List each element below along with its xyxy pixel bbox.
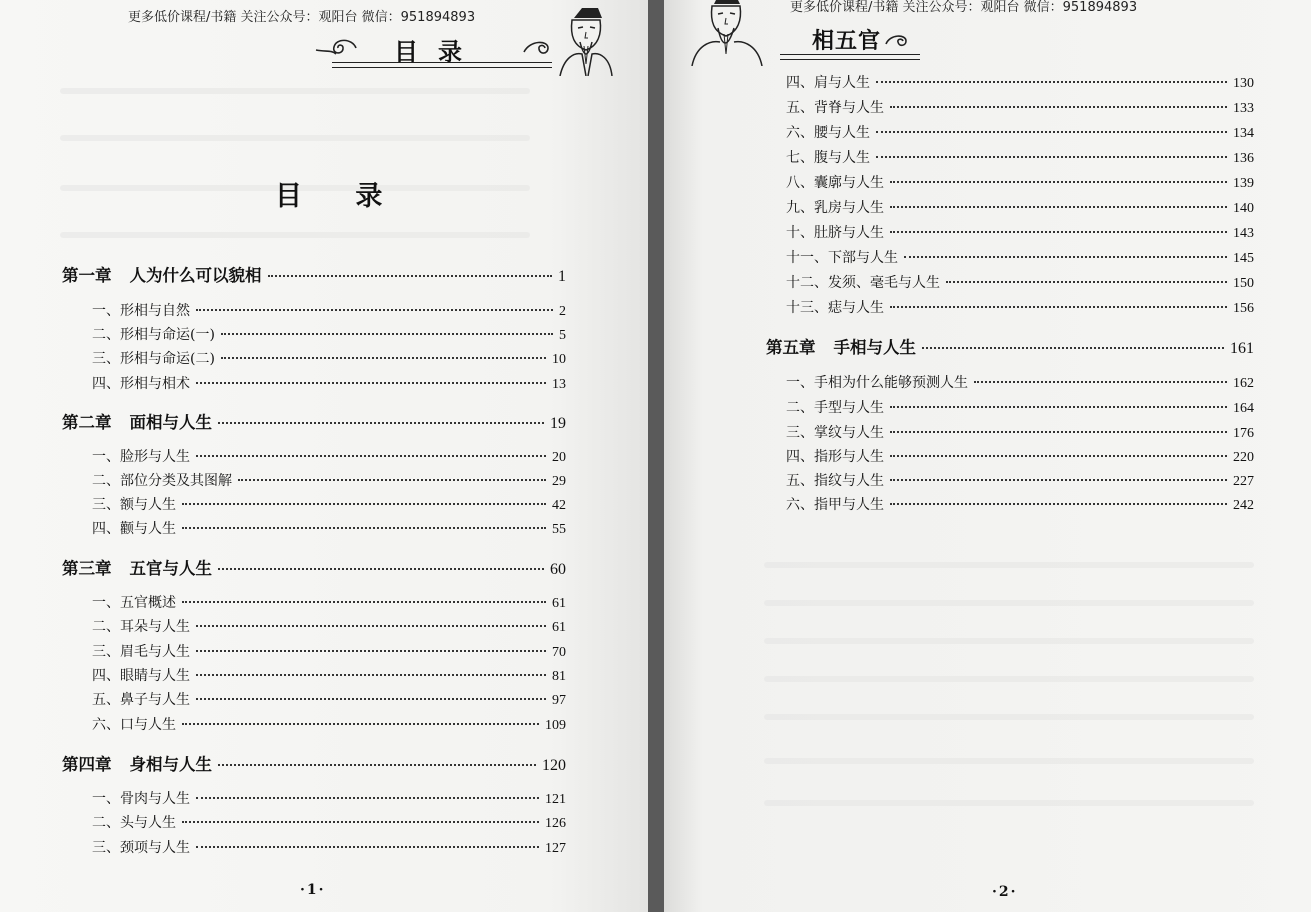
section-title: 二、手型与人生 [786, 400, 884, 416]
chapter-title [62, 409, 212, 433]
page-number: ·1· [300, 882, 326, 898]
page-ref: 1 [558, 268, 566, 285]
toc-section-entry[interactable] [92, 689, 566, 709]
page-ref: 242 [1233, 498, 1254, 513]
page-ref: 42 [552, 498, 566, 513]
toc-section-entry[interactable] [786, 470, 1254, 490]
section-title: 六、指甲与人生 [786, 497, 884, 513]
dot-leader [196, 846, 539, 848]
bleed-through [60, 88, 530, 94]
toc-section-entry[interactable] [786, 446, 1254, 466]
page-ref: 61 [552, 596, 566, 611]
bleed-through [764, 562, 1254, 568]
chapter-title [766, 334, 916, 358]
page-ref: 20 [552, 450, 566, 465]
page-ref: 120 [542, 757, 566, 774]
toc-section-entry[interactable] [92, 373, 566, 393]
toc-section-entry[interactable] [92, 300, 566, 320]
dot-leader [196, 674, 546, 676]
header-rule [332, 67, 552, 68]
chapter-number: 第一章 [62, 266, 112, 285]
page-ref: 19 [550, 415, 566, 432]
toc-section-entry[interactable] [92, 446, 566, 466]
dot-leader [922, 347, 1224, 349]
header-title: 目录 [394, 37, 482, 66]
dot-leader [890, 406, 1227, 408]
dot-leader [890, 503, 1227, 505]
section-title: 五、鼻子与人生 [92, 692, 190, 708]
page-ref: 109 [545, 718, 566, 733]
page-ref: 145 [1233, 251, 1254, 266]
left-page [0, 0, 648, 912]
section-title: 三、形相与命运(二) [92, 351, 215, 367]
toc-section-entry[interactable] [786, 222, 1254, 242]
section-title: 十一、下部与人生 [786, 250, 898, 266]
toc-section-entry[interactable] [786, 422, 1254, 442]
dot-leader [221, 357, 546, 359]
section-title: 六、腰与人生 [786, 125, 870, 141]
chapter-number: 第五章 [766, 338, 816, 357]
page-ref: 55 [552, 522, 566, 537]
chapter-name: 人为什么可以貌相 [129, 266, 262, 285]
page-ref: 70 [552, 645, 566, 660]
cloud-ornament-icon [884, 30, 916, 50]
page-ref: 156 [1233, 301, 1254, 316]
sage-portrait-icon [688, 0, 764, 66]
dot-leader [974, 381, 1227, 383]
dot-leader [876, 156, 1227, 158]
page-ref: 227 [1233, 474, 1254, 489]
section-title: 二、头与人生 [92, 815, 176, 831]
dot-leader [890, 231, 1227, 233]
section-title: 四、形相与相术 [92, 376, 190, 392]
toc-chapter-entry[interactable] [62, 409, 566, 433]
page-ref: 81 [552, 669, 566, 684]
chapter-name: 手相与人生 [833, 338, 916, 357]
dot-leader [196, 625, 546, 627]
section-title: 三、颈项与人生 [92, 840, 190, 856]
dot-leader [876, 81, 1227, 83]
dot-leader [268, 275, 553, 277]
dot-leader [876, 131, 1227, 133]
section-title: 三、眉毛与人生 [92, 644, 190, 660]
header-promo: 更多低价课程/书籍 关注公众号：观阳台 微信：951894893 [790, 0, 1138, 15]
header-rule [332, 62, 552, 63]
page-ref: 220 [1233, 450, 1254, 465]
dot-leader [904, 256, 1227, 258]
dot-leader [221, 333, 553, 335]
page-ref: 164 [1233, 401, 1254, 416]
toc-section-entry[interactable] [92, 812, 566, 832]
chapter-number: 第三章 [62, 559, 112, 578]
dot-leader [196, 797, 539, 799]
toc-section-entry[interactable] [786, 197, 1254, 217]
bleed-through [764, 758, 1254, 764]
page-ref: 139 [1233, 176, 1254, 191]
toc-section-entry[interactable] [786, 397, 1254, 417]
page-ref: 29 [552, 474, 566, 489]
toc-section-entry[interactable] [92, 714, 566, 734]
page-number: ·2· [992, 884, 1018, 900]
dot-leader [182, 821, 539, 823]
chapter-number: 第二章 [62, 413, 112, 432]
section-title: 四、眼睛与人生 [92, 668, 190, 684]
chapter-name: 身相与人生 [129, 755, 212, 774]
page-ref: 126 [545, 816, 566, 831]
dot-leader [218, 568, 544, 570]
dot-leader [182, 601, 546, 603]
toc-section-entry[interactable] [92, 665, 566, 685]
right-page [664, 0, 1311, 912]
page-ref: 130 [1233, 76, 1254, 91]
chapter-number: 第四章 [62, 755, 112, 774]
toc-section-entry[interactable] [786, 272, 1254, 292]
dot-leader [890, 181, 1227, 183]
sage-portrait-icon [552, 6, 624, 76]
toc-section-entry[interactable] [786, 97, 1254, 117]
toc-section-entry[interactable] [92, 470, 566, 490]
dot-leader [196, 698, 546, 700]
dot-leader [182, 503, 546, 505]
page-ref: 161 [1230, 340, 1254, 357]
bleed-through [764, 800, 1254, 806]
dot-leader [182, 723, 539, 725]
section-title: 一、脸形与人生 [92, 449, 190, 465]
toc-section-entry[interactable] [92, 348, 566, 368]
section-title: 十、肚脐与人生 [786, 225, 884, 241]
toc-section-entry[interactable] [92, 592, 566, 612]
toc-section-entry[interactable] [786, 72, 1254, 92]
page-ref: 140 [1233, 201, 1254, 216]
section-title: 八、囊廓与人生 [786, 175, 884, 191]
toc-chapter-entry[interactable] [62, 262, 566, 286]
dot-leader [238, 479, 546, 481]
dot-leader [218, 422, 544, 424]
toc-section-entry[interactable] [92, 494, 566, 514]
dot-leader [890, 206, 1227, 208]
page-ref: 97 [552, 693, 566, 708]
section-title: 三、掌纹与人生 [786, 425, 884, 441]
dot-leader [890, 479, 1227, 481]
dot-leader [196, 382, 546, 384]
section-title: 三、额与人生 [92, 497, 176, 513]
page-ref: 10 [552, 352, 566, 367]
dot-leader [890, 455, 1227, 457]
dot-leader [946, 281, 1227, 283]
toc-section-entry[interactable] [786, 147, 1254, 167]
chapter-title [62, 262, 262, 286]
section-title: 一、五官概述 [92, 595, 176, 611]
section-title: 九、乳房与人生 [786, 200, 884, 216]
toc-section-entry[interactable] [92, 616, 566, 636]
section-title: 一、手相为什么能够预测人生 [786, 375, 968, 391]
chapter-name: 五官与人生 [129, 559, 212, 578]
dot-leader [890, 106, 1227, 108]
toc-section-entry[interactable] [786, 372, 1254, 392]
section-title: 六、口与人生 [92, 717, 176, 733]
toc-chapter-entry[interactable] [62, 555, 566, 579]
chapter-title [62, 751, 212, 775]
header-rule [780, 59, 920, 60]
page-ref: 61 [552, 620, 566, 635]
header-promo: 更多低价课程/书籍 关注公众号：观阳台 微信：951894893 [128, 10, 476, 25]
chapter-name: 面相与人生 [129, 413, 212, 432]
section-title: 十三、痣与人生 [786, 300, 884, 316]
page-ref: 13 [552, 377, 566, 392]
section-title: 五、背脊与人生 [786, 100, 884, 116]
page-ref: 162 [1233, 376, 1254, 391]
toc-section-entry[interactable] [92, 788, 566, 808]
toc-chapter-entry[interactable] [766, 334, 1254, 358]
section-title: 五、指纹与人生 [786, 473, 884, 489]
toc-section-entry[interactable] [786, 172, 1254, 192]
section-title: 二、部位分类及其图解 [92, 473, 232, 489]
bleed-through [764, 638, 1254, 644]
dot-leader [182, 527, 546, 529]
chapter-title [62, 555, 212, 579]
toc-section-entry[interactable] [92, 518, 566, 538]
page-ref: 121 [545, 792, 566, 807]
page-ref: 136 [1233, 151, 1254, 166]
toc-section-entry[interactable] [786, 122, 1254, 142]
dot-leader [196, 650, 546, 652]
dot-leader [890, 431, 1227, 433]
toc-section-entry[interactable] [786, 494, 1254, 514]
toc-title: 目 录 [275, 181, 405, 212]
section-title: 一、形相与自然 [92, 303, 190, 319]
toc-section-entry[interactable] [92, 641, 566, 661]
dot-leader [890, 306, 1227, 308]
page-ref: 150 [1233, 276, 1254, 291]
section-title: 二、形相与命运(一) [92, 327, 215, 343]
page-ref: 5 [559, 328, 566, 343]
page-ref: 60 [550, 561, 566, 578]
bleed-through [764, 600, 1254, 606]
dot-leader [218, 764, 536, 766]
page-ref: 127 [545, 841, 566, 856]
page-ref: 133 [1233, 101, 1254, 116]
header-title: 相五官 [812, 28, 882, 54]
toc-section-entry[interactable] [786, 247, 1254, 267]
section-title: 一、骨肉与人生 [92, 791, 190, 807]
bleed-through [60, 135, 530, 141]
toc-section-entry[interactable] [92, 324, 566, 344]
header-rule [780, 54, 920, 55]
toc-chapter-entry[interactable] [62, 751, 566, 775]
section-title: 四、指形与人生 [786, 449, 884, 465]
section-title: 二、耳朵与人生 [92, 619, 190, 635]
bleed-through [764, 714, 1254, 720]
section-title: 四、颧与人生 [92, 521, 176, 537]
dot-leader [196, 309, 553, 311]
page-ref: 176 [1233, 426, 1254, 441]
page-ref: 134 [1233, 126, 1254, 141]
dot-leader [196, 455, 546, 457]
bleed-through [60, 232, 530, 238]
section-title: 七、腹与人生 [786, 150, 870, 166]
toc-section-entry[interactable] [786, 297, 1254, 317]
section-title: 十二、发须、毫毛与人生 [786, 275, 940, 291]
cloud-ornament-icon [312, 36, 362, 58]
bleed-through [764, 676, 1254, 682]
page-ref: 143 [1233, 226, 1254, 241]
section-title: 四、肩与人生 [786, 75, 870, 91]
page-ref: 2 [559, 304, 566, 319]
toc-section-entry[interactable] [92, 837, 566, 857]
